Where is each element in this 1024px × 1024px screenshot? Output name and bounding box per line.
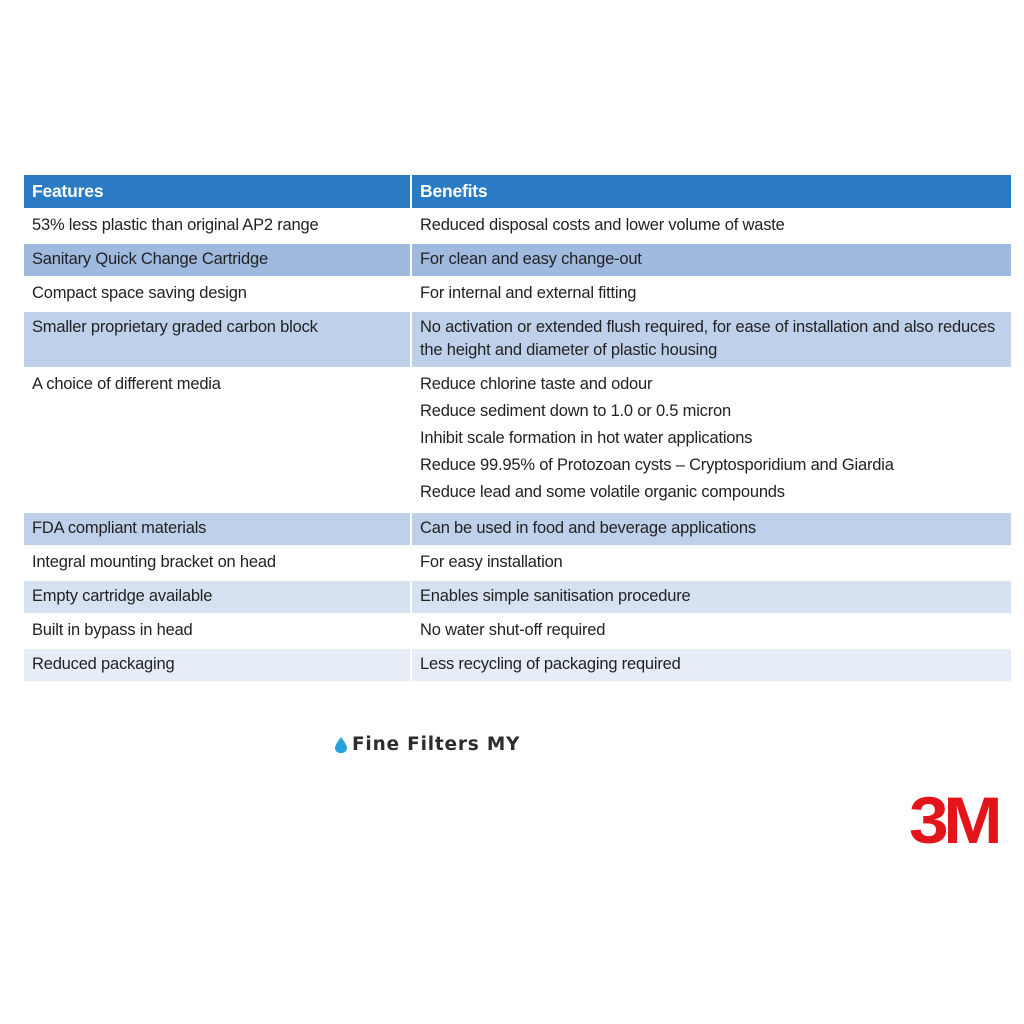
watermark-text: Fine Filters MY (352, 734, 521, 755)
feature-cell: 53% less plastic than original AP2 range (24, 209, 411, 243)
table-header-row (24, 175, 1011, 209)
water-drop-icon (333, 736, 349, 754)
table-row (24, 243, 1011, 277)
table-row (24, 546, 1011, 580)
table-row (24, 580, 1011, 614)
table-row (24, 311, 1011, 368)
benefit-cell: For easy installation (411, 546, 1011, 580)
table-row (24, 648, 1011, 681)
benefit-cell: No activation or extended flush required, for ease of installation and also reduces the height and diameter of plastic housing (411, 311, 1011, 368)
benefit-cell: Enables simple sanitisation procedure (411, 580, 1011, 614)
benefit-cell: Less recycling of packaging required (411, 648, 1011, 681)
feature-cell: Smaller proprietary graded carbon block (24, 311, 411, 368)
table-row (24, 209, 1011, 243)
table-body (24, 209, 1011, 681)
table-row (24, 368, 1011, 512)
benefit-line: Reduce sediment down to 1.0 or 0.5 micron (420, 402, 731, 420)
features-benefits-table-wrap (24, 175, 1011, 681)
3m-logo: 3M (909, 783, 998, 857)
features-benefits-table (24, 175, 1011, 681)
benefit-line: Reduce 99.95% of Protozoan cysts – Cryptosporidium and Giardia (420, 456, 894, 474)
feature-cell: Empty cartridge available (24, 580, 411, 614)
table-row (24, 512, 1011, 546)
benefit-line: Reduce lead and some volatile organic compounds (420, 483, 785, 501)
benefit-cell: Can be used in food and beverage applications (411, 512, 1011, 546)
feature-cell: Sanitary Quick Change Cartridge (24, 243, 411, 277)
benefit-cell: For clean and easy change-out (411, 243, 1011, 277)
benefit-cell: For internal and external fitting (411, 277, 1011, 311)
feature-cell: FDA compliant materials (24, 512, 411, 546)
benefit-cell: No water shut-off required (411, 614, 1011, 648)
header-benefits: Benefits (411, 175, 1011, 209)
benefit-line: Reduce chlorine taste and odour (420, 375, 653, 393)
table-row (24, 277, 1011, 311)
benefit-cell (411, 368, 1011, 512)
benefit-line: Inhibit scale formation in hot water applications (420, 429, 753, 447)
feature-cell: Compact space saving design (24, 277, 411, 311)
feature-cell: A choice of different media (24, 368, 411, 512)
feature-cell: Reduced packaging (24, 648, 411, 681)
table-row (24, 614, 1011, 648)
feature-cell: Built in bypass in head (24, 614, 411, 648)
feature-cell: Integral mounting bracket on head (24, 546, 411, 580)
fine-filters-watermark (333, 734, 520, 755)
header-features: Features (24, 175, 411, 209)
benefit-cell: Reduced disposal costs and lower volume of waste (411, 209, 1011, 243)
